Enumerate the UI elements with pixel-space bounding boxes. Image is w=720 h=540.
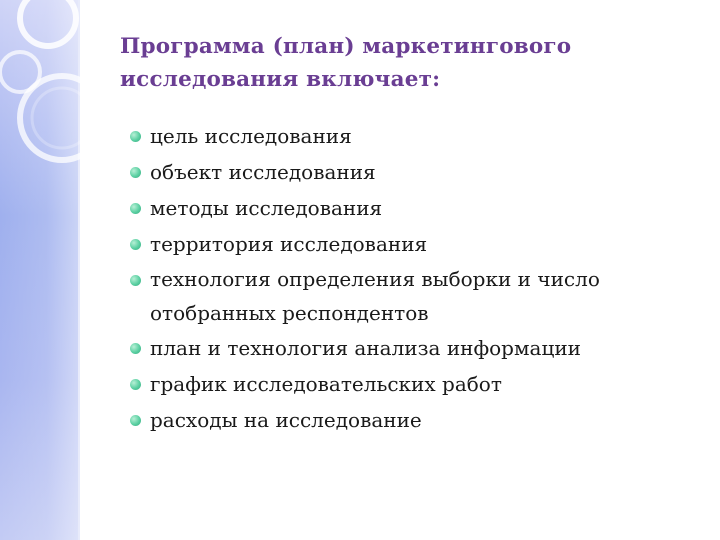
list-item-text: методы исследования (150, 196, 383, 220)
bullet-icon (130, 167, 141, 178)
list-item-text: план и технология анализа информации (150, 336, 581, 360)
list-item (130, 226, 690, 262)
slide-title: Программа (план) маркетингового исследования включает: (120, 34, 572, 92)
bullet-icon (130, 415, 141, 426)
bullet-icon (130, 275, 141, 286)
list-item-text: расходы на исследование (150, 408, 422, 432)
bullet-icon (130, 131, 141, 142)
list-item (130, 402, 690, 438)
bullet-icon (130, 379, 141, 390)
list-item-text: график исследовательских работ (150, 372, 502, 396)
list-item-text: объект исследования (150, 160, 376, 184)
bullet-icon (130, 239, 141, 250)
list-item-text: технология определения выборки и число отобранных респондентов (150, 267, 600, 325)
list-item (130, 118, 690, 154)
list-item (130, 262, 690, 330)
circle-rings-decor (0, 0, 120, 200)
bullet-list (130, 118, 690, 438)
list-item (130, 190, 690, 226)
bullet-icon (130, 203, 141, 214)
list-item-text: цель исследования (150, 124, 352, 148)
list-item-text: территория исследования (150, 232, 428, 256)
list-item (130, 366, 690, 402)
bullet-icon (130, 343, 141, 354)
list-item (130, 330, 690, 366)
list-item (130, 154, 690, 190)
